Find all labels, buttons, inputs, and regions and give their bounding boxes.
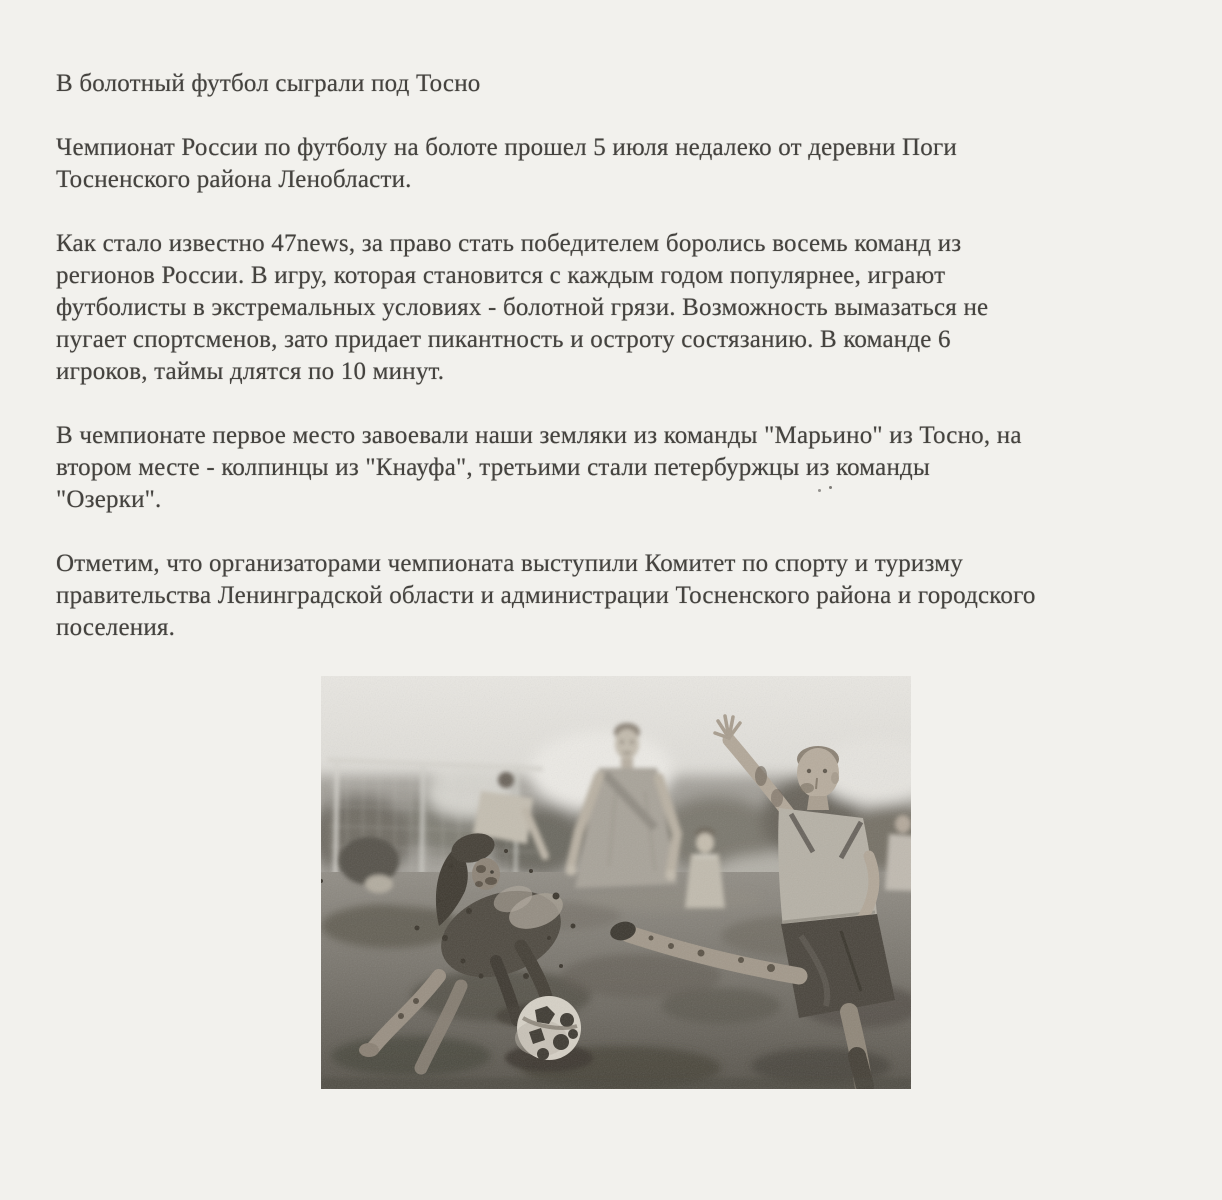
paragraph [56,132,1182,196]
paragraph [56,548,1182,644]
paragraph-line: пугает спортсменов, зато придает пикантность и остроту состязанию. В команде 6 [56,326,951,353]
paragraph-line: правительства Ленинградской области и администрации Тосненского района и городского [56,582,1036,609]
paragraph-line: Тосненского района Ленобласти. [56,166,412,193]
paragraph-line: регионов России. В игру, которая становится с каждым годом популярнее, играют [56,262,946,289]
paragraph [56,420,1182,516]
scan-speckle [818,489,821,492]
photo-illustration [321,676,911,1089]
paragraph-line: В чемпионате первое место завоевали наши земляки из команды "Марьино" из Тосно, на [56,422,1022,449]
paragraph-line: "Озерки". [56,486,162,513]
paragraph-line: Отметим, что организаторами чемпионата выступили Комитет по спорту и туризму [56,550,963,577]
swamp-football-photo [321,676,911,1089]
article-title [56,62,1182,100]
paragraph-line: Чемпионат России по футболу на болоте прошел 5 июля недалеко от деревни Поги [56,134,958,161]
paragraph-line: футболисты в экстремальных условиях - болотной грязи. Возможность вымазаться не [56,294,989,321]
article-title-text: В болотный футбол сыграли под Тосно [56,70,481,97]
paragraph-line: игроков, таймы длятся по 10 минут. [56,358,445,385]
paragraph-line: поселения. [56,614,176,641]
paragraph-line: втором месте - колпинцы из "Кнауфа", третьими стали петербуржцы из команды [56,454,930,481]
paragraph-line: Как стало известно 47news, за право стать победителем боролись восемь команд из [56,230,962,257]
halftone-grain-overlay [321,676,911,1089]
paragraph [56,228,1182,388]
